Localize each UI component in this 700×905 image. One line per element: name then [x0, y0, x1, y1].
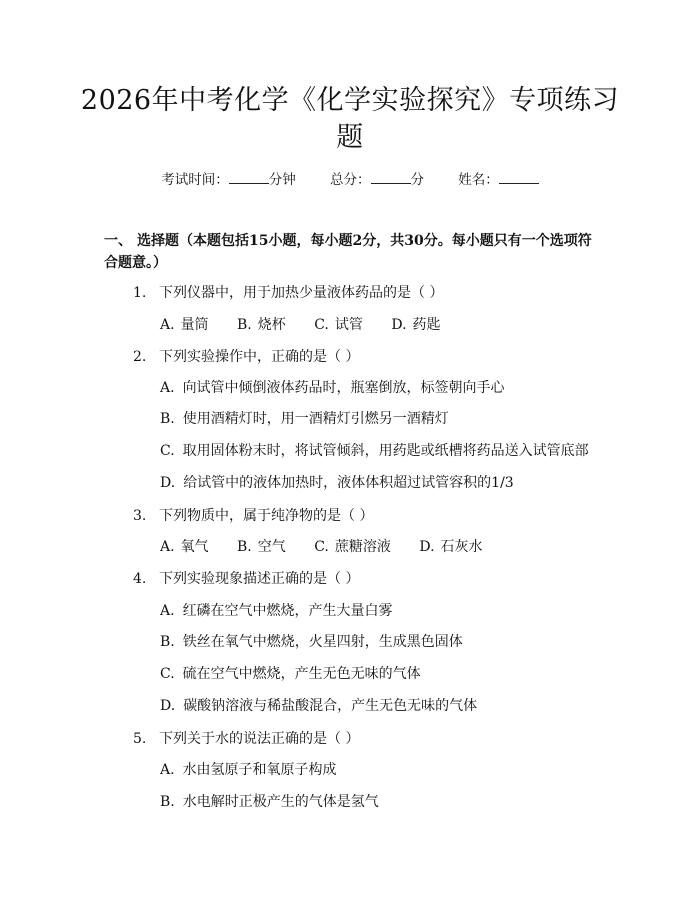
option-d[interactable]: D. 给试管中的液体加热时，液体体积超过试管容积的1/3	[160, 475, 514, 491]
total-score-unit: 分	[410, 172, 424, 188]
student-name-blank[interactable]	[499, 170, 539, 184]
question-1	[133, 282, 443, 302]
option-b[interactable]: B. 使用酒精灯时，用一酒精灯引燃另一酒精灯	[160, 411, 449, 427]
option-d[interactable]: D. 药匙	[391, 317, 441, 333]
exam-title-line1: 2026年中考化学《化学实验探究》专项练习	[80, 85, 620, 116]
option-a[interactable]: A. 氧气	[160, 539, 209, 555]
question-text: 下列实验现象描述正确的是（ ）	[159, 571, 360, 587]
question-5	[133, 728, 359, 748]
question-3-options	[160, 536, 507, 556]
question-text: 下列物质中，属于纯净物的是（ ）	[159, 508, 374, 524]
option-c[interactable]: C. 试管	[314, 317, 363, 333]
question-number: 3.	[133, 508, 147, 524]
exam-time-unit: 分钟	[268, 172, 296, 188]
question-3	[133, 505, 373, 525]
option-a[interactable]: A. 向试管中倾倒液体药品时，瓶塞倒放，标签朝向手心	[160, 380, 505, 396]
section-instructions: 选择题（本题包括15小题，每小题2分，共30分。每小题只有一个选项符合题意。）	[104, 233, 592, 271]
section-number: 一、	[104, 233, 132, 249]
total-score-label: 总分：	[330, 172, 371, 188]
question-number: 4.	[133, 571, 147, 587]
option-a[interactable]: A. 水由氢原子和氧原子构成	[160, 762, 337, 778]
question-number: 1.	[133, 285, 147, 301]
question-number: 2.	[133, 349, 147, 365]
question-text: 下列仪器中，用于加热少量液体药品的是（ ）	[159, 285, 444, 301]
question-1-options	[160, 314, 465, 334]
option-c[interactable]: C. 取用固体粉末时，将试管倾斜，用药匙或纸槽将药品送入试管底部	[160, 443, 589, 459]
option-c[interactable]: C. 硫在空气中燃烧，产生无色无味的气体	[160, 666, 421, 682]
question-4	[133, 568, 359, 588]
exam-time-blank[interactable]	[229, 170, 269, 184]
option-b[interactable]: B. 铁丝在氧气中燃烧，火星四射，生成黑色固体	[160, 634, 463, 650]
option-b[interactable]: B. 空气	[237, 539, 286, 555]
option-c[interactable]: C. 蔗糖溶液	[314, 539, 391, 555]
question-2	[133, 346, 359, 366]
total-score-blank[interactable]	[371, 170, 411, 184]
option-d[interactable]: D. 碳酸钠溶液与稀盐酸混合，产生无色无味的气体	[160, 698, 478, 714]
student-name-field	[458, 168, 539, 188]
total-score-field	[330, 168, 424, 188]
option-b[interactable]: B. 水电解时正极产生的气体是氢气	[160, 794, 379, 810]
exam-title-line2: 题	[336, 122, 364, 153]
section-heading	[104, 230, 596, 274]
option-a[interactable]: A. 量筒	[160, 317, 209, 333]
question-text: 下列关于水的说法正确的是（ ）	[159, 731, 360, 747]
option-d[interactable]: D. 石灰水	[419, 539, 483, 555]
exam-time-field	[161, 168, 296, 188]
option-b[interactable]: B. 烧杯	[237, 317, 286, 333]
exam-time-label: 考试时间：	[161, 172, 229, 188]
exam-info-row	[0, 168, 700, 188]
student-name-label: 姓名：	[458, 172, 499, 188]
question-text: 下列实验操作中，正确的是（ ）	[159, 349, 360, 365]
option-a[interactable]: A. 红磷在空气中燃烧，产生大量白雾	[160, 603, 393, 619]
question-number: 5.	[133, 731, 147, 747]
